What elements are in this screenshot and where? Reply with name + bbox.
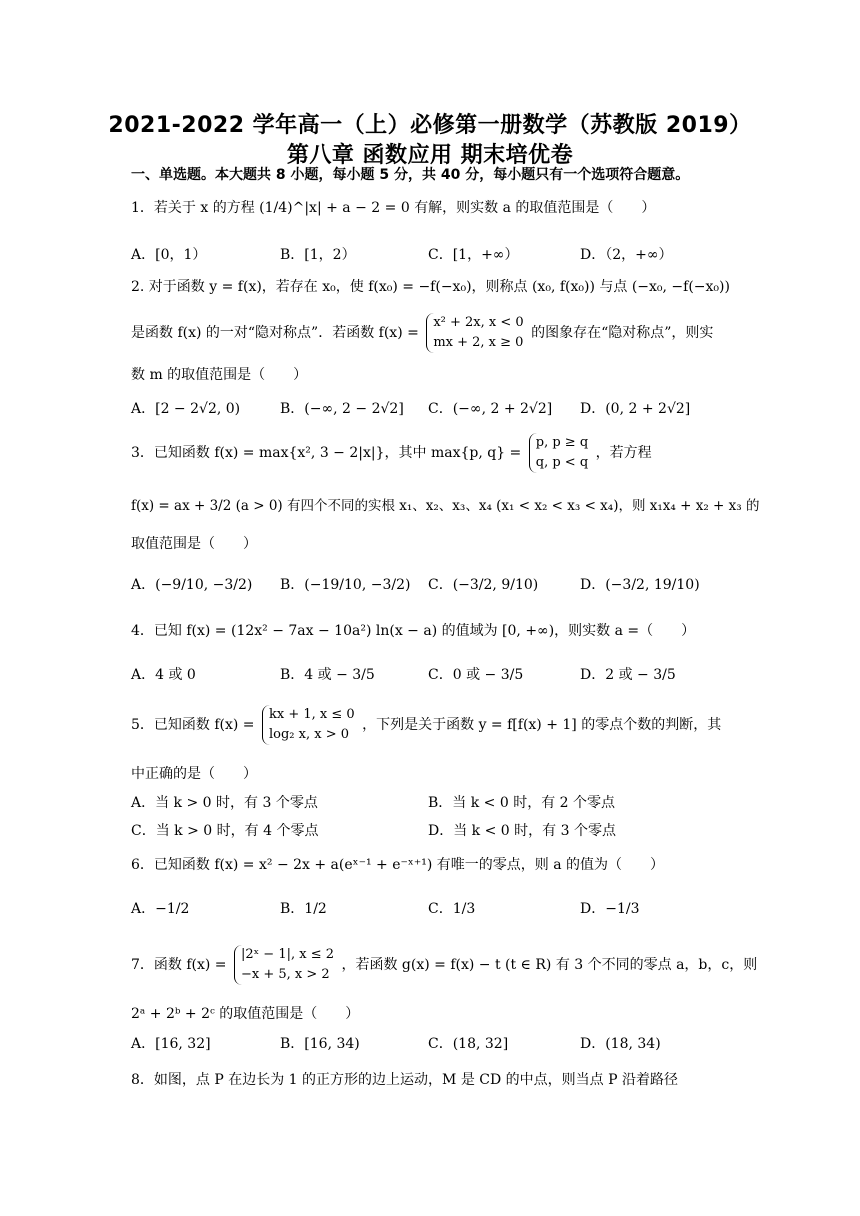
- chapter-title: 第八章 函数应用 期末培优卷: [286, 143, 574, 168]
- q3-piecewise: [529, 433, 588, 473]
- q2-option-d[interactable]: D．(0, 2 + 2√2]: [580, 401, 691, 417]
- q4-option-d[interactable]: D．2 或 − 3/5: [580, 667, 676, 683]
- q5-option-c[interactable]: C．当 k > 0 时，有 4 个零点: [131, 823, 319, 839]
- q3-option-c[interactable]: C．(−3/2, 9/10): [428, 577, 539, 593]
- q3-case1: p, p ≥ q: [535, 435, 589, 450]
- q7-case2: −x + 5, x > 2: [241, 967, 330, 982]
- q5-option-d[interactable]: D．当 k < 0 时，有 3 个零点: [428, 823, 616, 839]
- question-7: [131, 945, 757, 985]
- q7-line1-pre: 7．函数 f(x) =: [131, 957, 227, 973]
- q8-line: 8．如图，点 P 在边长为 1 的正方形的边上运动，M 是 CD 的中点，则当点 P 沿着路径: [131, 1072, 678, 1088]
- q5-option-b[interactable]: B．当 k < 0 时，有 2 个零点: [428, 795, 616, 811]
- question-2-definition: [131, 313, 713, 353]
- q6-option-a[interactable]: A．−1/2: [131, 901, 190, 917]
- section-heading: 一、单选题。本大题共 8 小题，每小题 5 分，共 40 分，每小题只有一个选项符合题意。: [131, 167, 690, 183]
- q3-line3: 取值范围是（ ）: [131, 536, 257, 552]
- exam-title: 2021-2022 学年高一（上）必修第一册数学（苏教版 2019）: [108, 113, 752, 138]
- q2-line3: 数 m 的取值范围是（ ）: [131, 367, 308, 383]
- q6-option-d[interactable]: D．−1/3: [580, 901, 640, 917]
- q1-option-a[interactable]: A．[0，1）: [131, 247, 207, 263]
- q5-line1-post: ，下列是关于函数 y = f[f(x) + 1] 的零点个数的判断，其: [362, 717, 722, 733]
- q2-option-c[interactable]: C．(−∞, 2 + 2√2]: [428, 401, 553, 417]
- q5-case2: log₂ x, x > 0: [269, 727, 350, 742]
- q7-option-d[interactable]: D．(18, 34): [580, 1036, 661, 1052]
- q2-option-a[interactable]: A．[2 − 2√2, 0): [131, 401, 241, 417]
- q3-option-a[interactable]: A．(−9/10, −3/2): [131, 577, 253, 593]
- q2-line2-post: 的图象存在“隐对称点”，则实: [531, 325, 714, 341]
- question-1: [131, 197, 655, 217]
- question-3: [131, 433, 652, 473]
- q5-option-a[interactable]: A．当 k > 0 时，有 3 个零点: [131, 795, 318, 811]
- q3-line2: f(x) = ax + 3/2 (a > 0) 有四个不同的实根 x₁、x₂、x₃、x₄ (x₁ < x₂ < x₃ < x₄)，则 x₁x₄ + x₂ + x₃ 的: [131, 498, 760, 514]
- q4-line: 4．已知 f(x) = (12x² − 7ax − 10a²) ln(x − a) 的值域为 [0, +∞)，则实数 a =（ ）: [131, 623, 696, 639]
- q5-piecewise: [262, 705, 355, 745]
- q7-option-a[interactable]: A．[16, 32]: [131, 1036, 211, 1052]
- q2-piecewise: [426, 313, 523, 353]
- q7-line1-post: ，若函数 g(x) = f(x) − t (t ∈ R) 有 3 个不同的零点 a，b，c，则: [341, 957, 758, 973]
- question-5: [131, 705, 721, 745]
- q3-line1-post: ，若方程: [595, 445, 652, 461]
- q2-case1: x² + 2x, x < 0: [433, 315, 524, 330]
- q3-case2: q, p < q: [535, 455, 589, 470]
- q1-expression: (1/4)^|x| + a − 2 = 0: [259, 200, 410, 216]
- q1-option-d[interactable]: D．（2，+∞）: [580, 247, 673, 263]
- q1-pre: 1．若关于 x 的方程: [131, 200, 255, 216]
- q2-line1: 2. 对于函数 y = f(x)，若存在 x₀，使 f(x₀) = −f(−x₀)，则称点 (x₀, f(x₀)) 与点 (−x₀, −f(−x₀)): [131, 279, 730, 295]
- q7-option-c[interactable]: C．(18, 32]: [428, 1036, 509, 1052]
- q2-line2-pre: 是函数 f(x) 的一对“隐对称点”．若函数 f(x) =: [131, 325, 419, 341]
- q4-option-b[interactable]: B．4 或 − 3/5: [280, 667, 375, 683]
- q3-line1-pre: 3．已知函数 f(x) = max{x², 3 − 2|x|}，其中 max{p, q} =: [131, 445, 522, 461]
- q4-option-c[interactable]: C．0 或 − 3/5: [428, 667, 524, 683]
- q7-piecewise: [234, 945, 334, 985]
- q1-option-b[interactable]: B．[1，2）: [280, 247, 356, 263]
- q1-option-c[interactable]: C．[1，+∞）: [428, 247, 519, 263]
- q5-line2: 中正确的是（ ）: [131, 766, 257, 782]
- q6-option-c[interactable]: C．1/3: [428, 901, 476, 917]
- q4-option-a[interactable]: A．4 或 0: [131, 667, 196, 683]
- q6-option-b[interactable]: B．1/2: [280, 901, 327, 917]
- q7-line2: 2ᵃ + 2ᵇ + 2ᶜ 的取值范围是（ ）: [131, 1006, 360, 1022]
- q6-line: 6．已知函数 f(x) = x² − 2x + a(eˣ⁻¹ + e⁻ˣ⁺¹) 有唯一的零点，则 a 的值为（ ）: [131, 857, 664, 873]
- q7-case1: |2ˣ − 1|, x ≤ 2: [241, 947, 334, 962]
- q2-option-b[interactable]: B．(−∞, 2 − 2√2]: [280, 401, 404, 417]
- q3-option-b[interactable]: B．(−19/10, −3/2): [280, 577, 411, 593]
- q3-option-d[interactable]: D．(−3/2, 19/10): [580, 577, 700, 593]
- q5-case1: kx + 1, x ≤ 0: [269, 707, 355, 722]
- q7-option-b[interactable]: B．[16, 34): [280, 1036, 360, 1052]
- q2-case2: mx + 2, x ≥ 0: [433, 335, 524, 350]
- q5-line1-pre: 5．已知函数 f(x) =: [131, 717, 255, 733]
- q1-post: 有解，则实数 a 的取值范围是（ ）: [414, 200, 656, 216]
